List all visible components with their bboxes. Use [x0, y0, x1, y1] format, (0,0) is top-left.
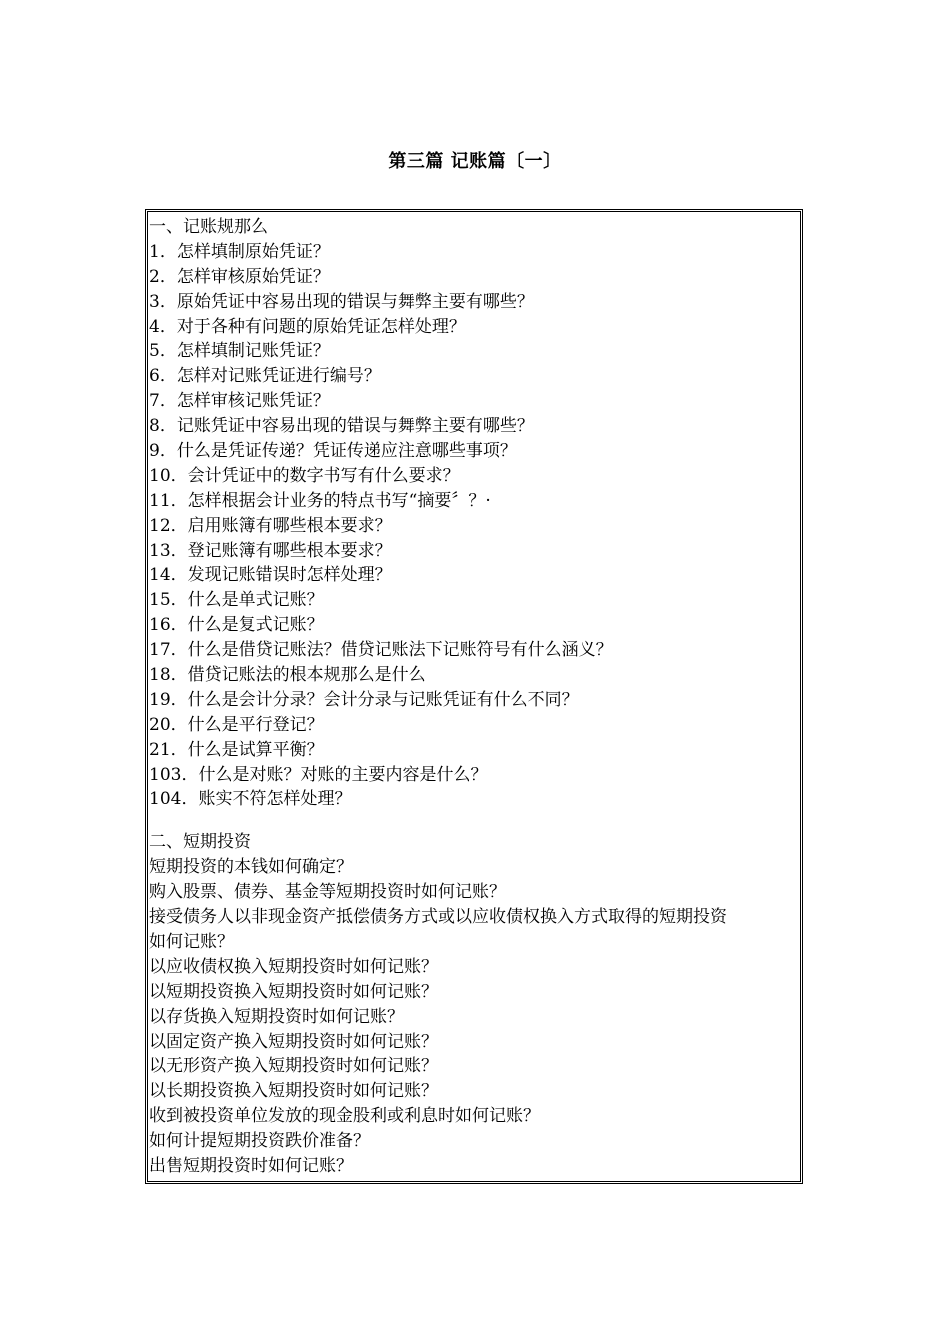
list-item: 16．什么是复式记账？: [149, 615, 324, 636]
list-item: 2．怎样审核原始凭证？: [149, 266, 330, 287]
list-item: 短期投资的本钱如何确定？: [149, 857, 353, 878]
question-list-box: [145, 209, 803, 1184]
list-item: 10．会计凭证中的数字书写有什么要求？: [149, 465, 460, 486]
page-title: 第三篇 记账篇〔一〕: [388, 151, 562, 172]
list-item: 以无形资产换入短期投资时如何记账？: [149, 1056, 438, 1077]
list-item: 以长期投资换入短期投资时如何记账？: [149, 1081, 438, 1102]
list-item: 104．账实不符怎样处理？: [149, 789, 352, 810]
list-item: 8．记账凭证中容易出现的错误与舞弊主要有哪些？: [149, 416, 534, 437]
list-item: 以存货换入短期投资时如何记账？: [149, 1006, 404, 1027]
list-item: 1．怎样填制原始凭证？: [149, 241, 330, 262]
list-item: 18．借贷记账法的根本规那么是什么: [149, 665, 426, 686]
list-item: 收到被投资单位发放的现金股利或利息时如何记账？: [149, 1106, 540, 1127]
section-heading-bookkeeping-rules: 一、记账规那么: [149, 217, 268, 237]
list-item: 接受债务人以非现金资产抵偿债务方式或以应收债权换入方式取得的短期投资: [149, 907, 727, 928]
list-item: 出售短期投资时如何记账？: [149, 1155, 353, 1176]
list-item: 13．登记账簿有哪些根本要求？: [149, 540, 392, 561]
list-item: 购入股票、债券、基金等短期投资时如何记账？: [149, 882, 506, 903]
list-item: 如何记账？: [149, 931, 234, 952]
section-heading-short-term-investment: 二、短期投资: [149, 832, 251, 853]
list-item: 15．什么是单式记账？: [149, 590, 324, 611]
list-item: 以短期投资换入短期投资时如何记账？: [149, 981, 438, 1002]
list-item: 7．怎样审核记账凭证？: [149, 391, 330, 412]
list-item: 11．怎样根据会计业务的特点书写“摘要〞？·: [149, 490, 491, 511]
section-spacer: [149, 812, 800, 830]
list-item: 20．什么是平行登记？: [149, 714, 324, 735]
list-item: 3．原始凭证中容易出现的错误与舞弊主要有哪些？: [149, 291, 534, 312]
list-item: 如何计提短期投资跌价准备？: [149, 1131, 370, 1152]
list-item: 103．什么是对账？对账的主要内容是什么？: [149, 764, 488, 785]
list-item: 9．什么是凭证传递？凭证传递应注意哪些事项？: [149, 441, 517, 462]
list-item: 以固定资产换入短期投资时如何记账？: [149, 1031, 438, 1052]
list-item: 17．什么是借贷记账法？借贷记账法下记账符号有什么涵义？: [149, 640, 613, 661]
list-item: 12．启用账簿有哪些根本要求？: [149, 515, 392, 536]
list-item: 6．怎样对记账凭证进行编号？: [149, 366, 381, 387]
list-item: 14．发现记账错误时怎样处理？: [149, 565, 392, 586]
list-item: 4．对于各种有问题的原始凭证怎样处理？: [149, 316, 466, 337]
list-item: 以应收债权换入短期投资时如何记账？: [149, 956, 438, 977]
list-item: 5．怎样填制记账凭证？: [149, 341, 330, 362]
list-item: 19．什么是会计分录？会计分录与记账凭证有什么不同？: [149, 689, 579, 710]
list-item: 21．什么是试算平衡？: [149, 739, 324, 760]
